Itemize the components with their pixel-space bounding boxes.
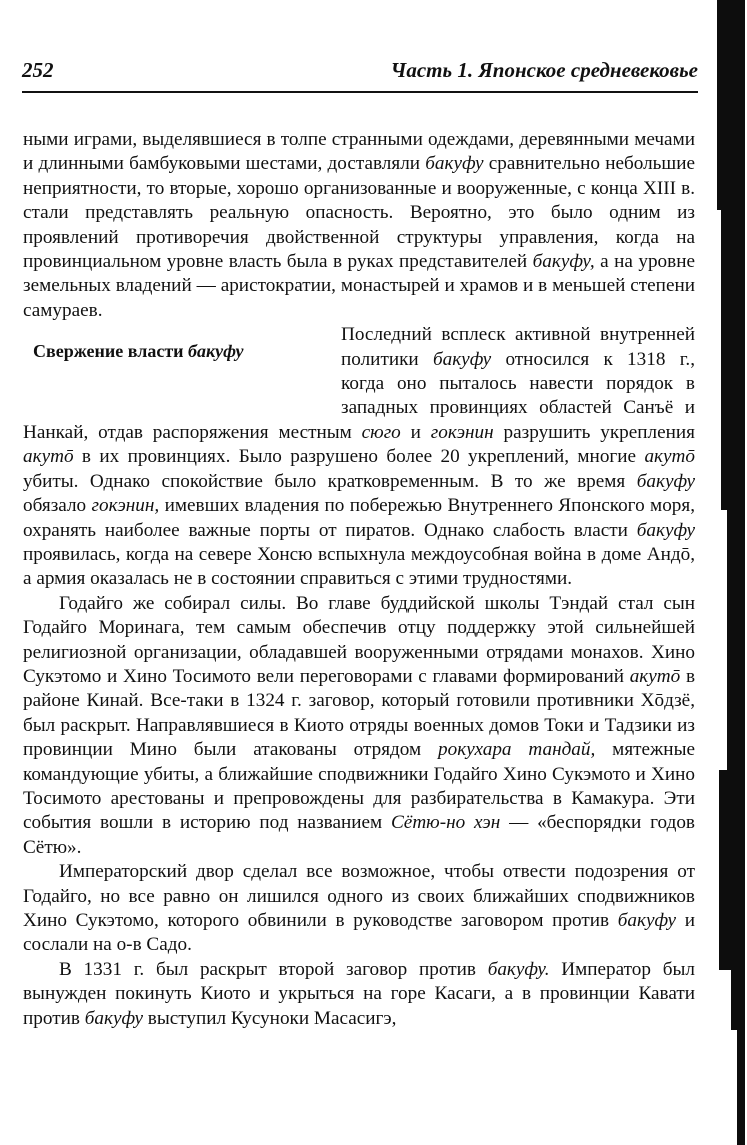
italic-term: гокэнин, [91,495,160,517]
text-run: убиты. Однако спокойствие было кратковременным. В то же время [23,470,637,492]
text-run: выступил Кусуноки Масасигэ, [142,1007,397,1029]
text-run: сравнительно небольшие неприятности, то вторые, хорошо организованные и вооруженные, с конца XIII в. стали представлять реальную опасность. Вероятно, это было одним из проявлений противоречия двойственной структуры управления, когда на провинциальном уровне власть была в руках представителей [23,153,695,273]
text-run: имевших владения по побережью Внутреннего Японского моря, охранять наиболее важные порты от пиратов. Однако слабость власти [23,495,696,541]
text-run: и сослали на о-в Садо. [23,910,695,956]
section-heading-text: Свержение власти [33,341,189,362]
italic-term: бакуфу, [532,251,595,273]
paragraph [23,592,695,860]
text-run: а на уровне земельных владений — аристократии, монастырей и храмов и в меньшей степени самураев. [23,251,695,321]
text-run: ными играми, выделявшиеся в толпе странными одеждами, деревянными мечами и длинными бамбуковыми шестами, доставляли [23,129,695,175]
italic-term: бакуфу. [487,958,550,980]
italic-term: бакуфу [636,470,695,492]
text-run: разрушить укрепления [493,421,695,443]
italic-term: сюго [361,421,401,443]
italic-term: бакуфу [432,348,492,370]
paragraph [23,128,695,323]
text-run: обязало [23,495,92,517]
italic-term: бакуфу [617,910,677,931]
text-run: проявилась, когда на севере Хонсю вспыхнула междоусобная война в доме Андō, а армия оказалась не в состоянии справиться с этими трудностями. [23,543,695,590]
section-heading-italic: бакуфу [188,341,244,362]
italic-term: гокэнин [430,421,494,443]
text-run: относился к 1318 г., когда оно пыталось навести порядок в западных провинциях областей Санъё и Нанкай, отдав распоряжения местным [23,348,695,443]
italic-term: акутō [644,446,695,468]
text-run: Император был вынужден покинуть Киото и укрыться на горе Касаги, а в провинции Кавати против [23,958,695,1029]
text-run: Императорский двор сделал все возможное, чтобы отвести подозрения от Годайго, но все равно он лишился одного из своих ближайших сподвижников Хино Сукэтомо, которого обвинили в руководстве заговором против [23,861,695,931]
italic-term: акутō [629,665,681,687]
text-run: В 1331 г. был раскрыт второй заговор против [59,958,488,980]
paragraph [23,958,695,1031]
body-text [23,128,695,1031]
text-run: в районе Кинай. Все-таки в 1324 г. заговор, который готовили противники Хōдзё, был раскрыт. Направлявшиеся в Киото отряды военных домов Токи и Тадзики из провинции Мино были атакованы отрядом [23,665,696,761]
text-run: — «беспорядки годов Сётю». [23,812,695,858]
section-heading [23,323,341,417]
text-run: и [400,421,431,443]
page-number: 252 [22,58,54,82]
text-run: в их провинциях. Было разрушено более 20 укреплений, многие [73,446,645,468]
running-title: Часть 1. Японское средневековье [390,58,698,82]
page-header [22,58,700,92]
italic-term: рокухара тандай, [438,739,596,761]
italic-term: бакуфу [84,1007,143,1029]
italic-term: бакуфу [425,153,484,175]
text-run: Последний всплеск активной внутренней политики [341,324,695,370]
italic-term: Сётю-но хэн [391,812,501,834]
paragraph [23,323,695,591]
italic-term: бакуфу [636,519,695,541]
italic-term: акутō [23,446,74,468]
text-run: мятежные командующие убиты, а ближайшие сподвижники Годайго Хино Сукэмото и Хино Тосимото арестованы и препровождены для разбирательства в Камакура. Эти события вошли в историю под названием [23,739,695,834]
text-run: Годайго же собирал силы. Во главе буддийской школы Тэндай стал сын Годайго Моринага, тем самым обеспечив отцу поддержку этой сильнейшей религиозной организации, обладавшей вооруженными отрядами монахов. Хино Сукэтомо и Хино Тосимото вели переговорами с главами формирований [23,592,695,687]
page-edge-shadow [717,0,747,1145]
paragraph [23,860,695,958]
header-rule [22,91,698,93]
